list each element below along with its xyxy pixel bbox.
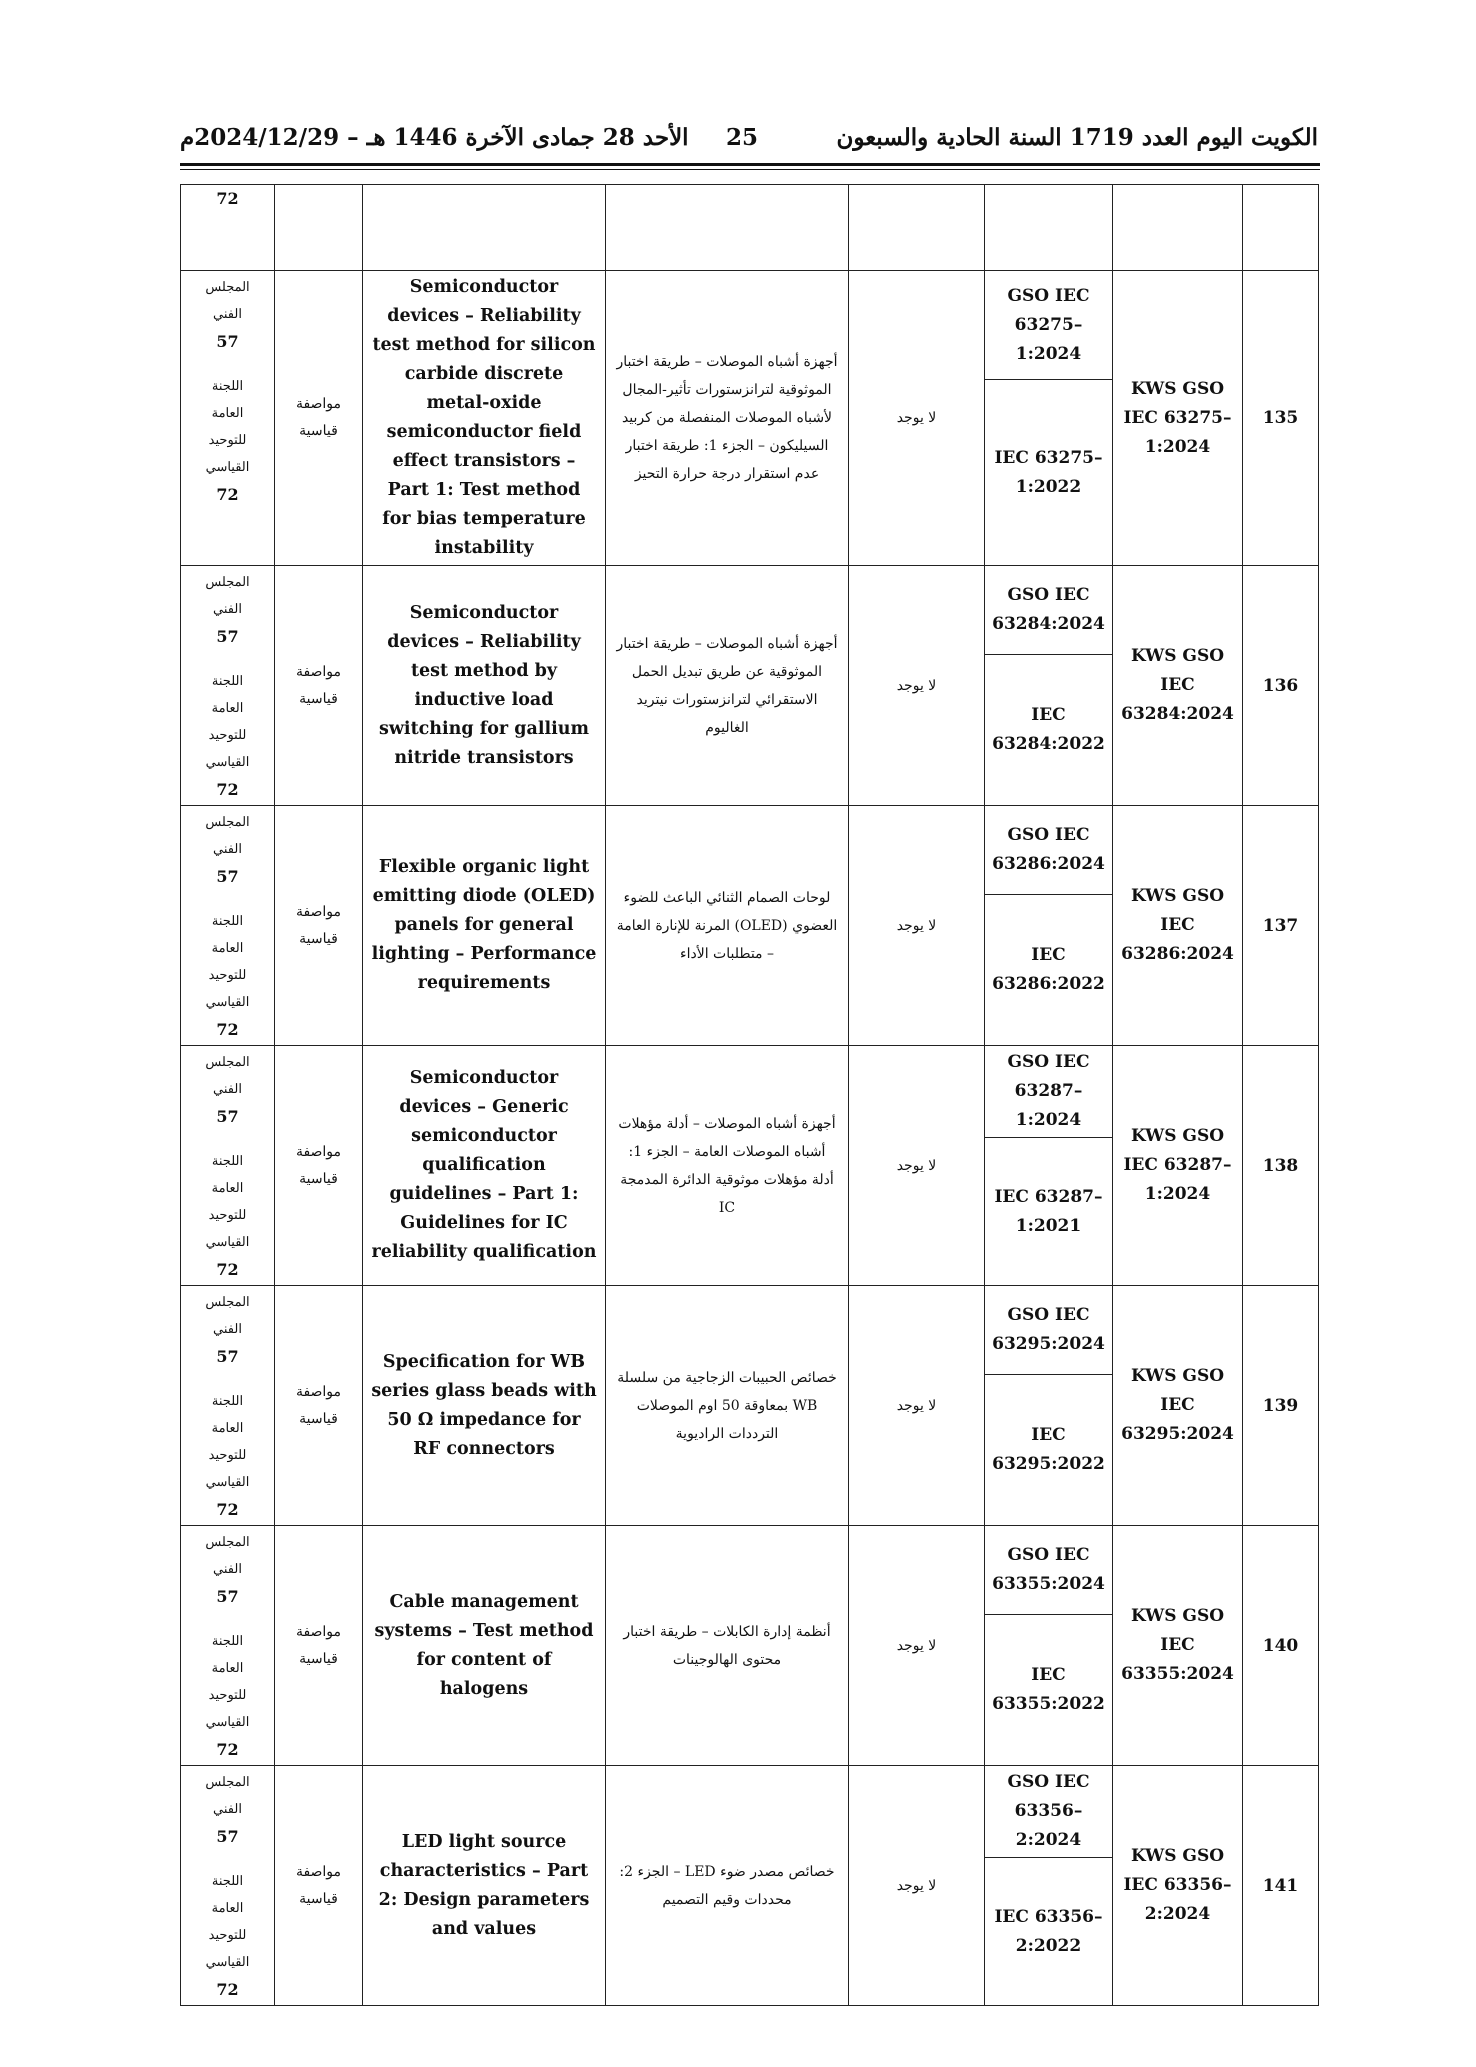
committee-cell [181,566,275,806]
committee-cell [181,1286,275,1526]
header-date: الأحد 28 جمادى الآخرة 1446 هـ – 2024/12/29م [180,124,689,151]
committee-technical: الفني [213,1562,242,1577]
kws-standard-code: KWS GSO IEC 63356–2:2024 [1113,1766,1243,2006]
title-arabic: أنظمة إدارة الكابلات – طريقة اختبار محتوى الهالوجينات [606,1526,849,1766]
committee-technical: الفني [213,1082,242,1097]
table-row [181,1766,1319,1858]
replaced-standard: لا يوجد [849,1526,985,1766]
cell-ref [985,185,1113,271]
iec-reference: IEC 63275–1:2022 [985,380,1113,566]
document-type: مواصفة قياسية [275,1286,363,1526]
item-number: 141 [1243,1766,1319,2006]
header-page-number: 25 [726,124,759,151]
title-english: Cable management systems – Test method for content of halogens [363,1526,606,1766]
table-row [181,566,1319,655]
replaced-standard: لا يوجد [849,1046,985,1286]
committee-general: اللجنة [211,914,244,929]
gso-reference: GSO IEC 63286:2024 [985,806,1113,895]
committee-unification: للتوحيد [208,968,247,983]
table-row [181,1526,1319,1615]
replaced-standard: لا يوجد [849,806,985,1046]
committee-technical: الفني [213,842,242,857]
document-type: مواصفة قياسية [275,566,363,806]
committee-technical: الفني [213,1322,242,1337]
table-row-continuation [181,185,1319,271]
committee-general2: العامة [211,941,244,956]
document-type: مواصفة قياسية [275,1046,363,1286]
committee-general2: العامة [211,1901,244,1916]
committee-council: المجلس [205,1295,250,1310]
committee-council-number: 57 [216,1587,239,1606]
title-arabic: أجهزة أشباه الموصلات – أدلة مؤهلات أشباه الموصلات العامة – الجزء 1: أدلة مؤهلات موثوقية الدائرة المدمجة IC [606,1046,849,1286]
gso-reference: GSO IEC 63275–1:2024 [985,271,1113,380]
header-issue-info: الكويت اليوم العدد 1719 السنة الحادية والسبعون [836,124,1318,151]
gso-reference: GSO IEC 63295:2024 [985,1286,1113,1375]
committee-general: اللجنة [211,674,244,689]
kws-standard-code: KWS GSO IEC 63287–1:2024 [1113,1046,1243,1286]
committee-cell [181,271,275,566]
committee-unification: للتوحيد [208,728,247,743]
cell-none [849,185,985,271]
table-row [181,271,1319,380]
committee-standard: القياسي [205,755,250,770]
iec-reference: IEC 63287–1:2021 [985,1138,1113,1286]
title-arabic: أجهزة أشباه الموصلات – طريقة اختبار الموثوقية لترانزستورات تأثير-المجال لأشباه الموصلات المنفصلة من كربيد السيليكون – الجزء 1: طريقة اختبار عدم استقرار درجة حرارة التحيز [606,271,849,566]
item-number: 136 [1243,566,1319,806]
committee-general2: العامة [211,1181,244,1196]
committee-council-number: 57 [216,1107,239,1126]
gso-reference: GSO IEC 63356–2:2024 [985,1766,1113,1858]
committee-general: اللجنة [211,1634,244,1649]
title-english: Specification for WB series glass beads with 50 Ω impedance for RF connectors [363,1286,606,1526]
table-row [181,1046,1319,1138]
cell-type [275,185,363,271]
table-row [181,806,1319,895]
document-type: مواصفة قياسية [275,1766,363,2006]
committee-general: اللجنة [211,379,244,394]
committee-number: 72 [216,1500,239,1519]
committee-general2: العامة [211,406,244,421]
committee-unification: للتوحيد [208,1448,247,1463]
committee-number: 72 [216,1740,239,1759]
committee-unification: للتوحيد [208,433,247,448]
committee-number: 72 [216,485,239,504]
committee-general: اللجنة [211,1874,244,1889]
document-type: مواصفة قياسية [275,1526,363,1766]
title-english: Semiconductor devices – Reliability test method by inductive load switching for gallium nitride transistors [363,566,606,806]
cell-committee-number: 72 [181,185,275,271]
committee-general2: العامة [211,701,244,716]
committee-council: المجلس [205,1055,250,1070]
committee-standard: القياسي [205,995,250,1010]
committee-number: 72 [216,1260,239,1279]
kws-standard-code: KWS GSO IEC 63355:2024 [1113,1526,1243,1766]
item-number: 139 [1243,1286,1319,1526]
committee-cell [181,1766,275,2006]
committee-general: اللجنة [211,1154,244,1169]
gso-reference: GSO IEC 63284:2024 [985,566,1113,655]
committee-standard: القياسي [205,1715,250,1730]
document-type: مواصفة قياسية [275,806,363,1046]
title-arabic: خصائص مصدر ضوء LED – الجزء 2: محددات وقيم التصميم [606,1766,849,2006]
replaced-standard: لا يوجد [849,1286,985,1526]
committee-unification: للتوحيد [208,1208,247,1223]
committee-council: المجلس [205,1775,250,1790]
cell-kws [1113,185,1243,271]
page-header [180,120,1318,160]
committee-standard: القياسي [205,1475,250,1490]
iec-reference: IEC 63356–2:2022 [985,1858,1113,2006]
header-rule-thick [180,163,1320,166]
committee-unification: للتوحيد [208,1688,247,1703]
committee-council: المجلس [205,1535,250,1550]
title-english: LED light source characteristics – Part 2: Design parameters and values [363,1766,606,2006]
cell-num [1243,185,1319,271]
iec-reference: IEC 63284:2022 [985,654,1113,805]
kws-standard-code: KWS GSO IEC 63275–1:2024 [1113,271,1243,566]
committee-standard: القياسي [205,1235,250,1250]
committee-council: المجلس [205,815,250,830]
committee-general2: العامة [211,1421,244,1436]
document-type: مواصفة قياسية [275,271,363,566]
kws-standard-code: KWS GSO IEC 63284:2024 [1113,566,1243,806]
cell-title-en [363,185,606,271]
title-english: Semiconductor devices – Reliability test method for silicon carbide discrete metal-oxide semiconductor field effect transistors – Part 1: Test method for bias temperature instability [363,271,606,566]
iec-reference: IEC 63355:2022 [985,1615,1113,1766]
header-rule-thin [180,169,1320,170]
committee-council-number: 57 [216,867,239,886]
item-number: 138 [1243,1046,1319,1286]
committee-council-number: 57 [216,332,239,351]
committee-number: 72 [216,1980,239,1999]
kws-standard-code: KWS GSO IEC 63295:2024 [1113,1286,1243,1526]
replaced-standard: لا يوجد [849,271,985,566]
committee-number: 72 [216,780,239,799]
gso-reference: GSO IEC 63287–1:2024 [985,1046,1113,1138]
committee-general: اللجنة [211,1394,244,1409]
title-arabic: خصائص الحبيبات الزجاجية من سلسلة WB بمعاوقة 50 اوم الموصلات الترددات الراديوية [606,1286,849,1526]
table-row [181,1286,1319,1375]
committee-cell [181,806,275,1046]
title-english: Semiconductor devices – Generic semiconductor qualification guidelines – Part 1: Guidelines for IC reliability qualification [363,1046,606,1286]
title-english: Flexible organic light emitting diode (OLED) panels for general lighting – Performance requirements [363,806,606,1046]
committee-technical: الفني [213,602,242,617]
kws-standard-code: KWS GSO IEC 63286:2024 [1113,806,1243,1046]
committee-general2: العامة [211,1661,244,1676]
committee-technical: الفني [213,307,242,322]
committee-council-number: 57 [216,627,239,646]
committee-unification: للتوحيد [208,1928,247,1943]
title-arabic: لوحات الصمام الثنائي الباعث للضوء العضوي (OLED) المرنة للإنارة العامة – متطلبات الأداء [606,806,849,1046]
iec-reference: IEC 63286:2022 [985,895,1113,1046]
committee-standard: القياسي [205,1955,250,1970]
item-number: 137 [1243,806,1319,1046]
committee-cell [181,1046,275,1286]
standards-table [180,184,1319,2006]
committee-technical: الفني [213,1802,242,1817]
committee-number: 72 [216,1020,239,1039]
replaced-standard: لا يوجد [849,1766,985,2006]
item-number: 140 [1243,1526,1319,1766]
cell-title-ar [606,185,849,271]
committee-council-number: 57 [216,1827,239,1846]
committee-council-number: 57 [216,1347,239,1366]
title-arabic: أجهزة أشباه الموصلات – طريقة اختبار الموثوقية عن طريق تبديل الحمل الاستقرائي لترانزستورات نيتريد الغاليوم [606,566,849,806]
committee-council: المجلس [205,575,250,590]
committee-council: المجلس [205,280,250,295]
iec-reference: IEC 63295:2022 [985,1375,1113,1526]
replaced-standard: لا يوجد [849,566,985,806]
item-number: 135 [1243,271,1319,566]
committee-cell [181,1526,275,1766]
gso-reference: GSO IEC 63355:2024 [985,1526,1113,1615]
committee-standard: القياسي [205,460,250,475]
